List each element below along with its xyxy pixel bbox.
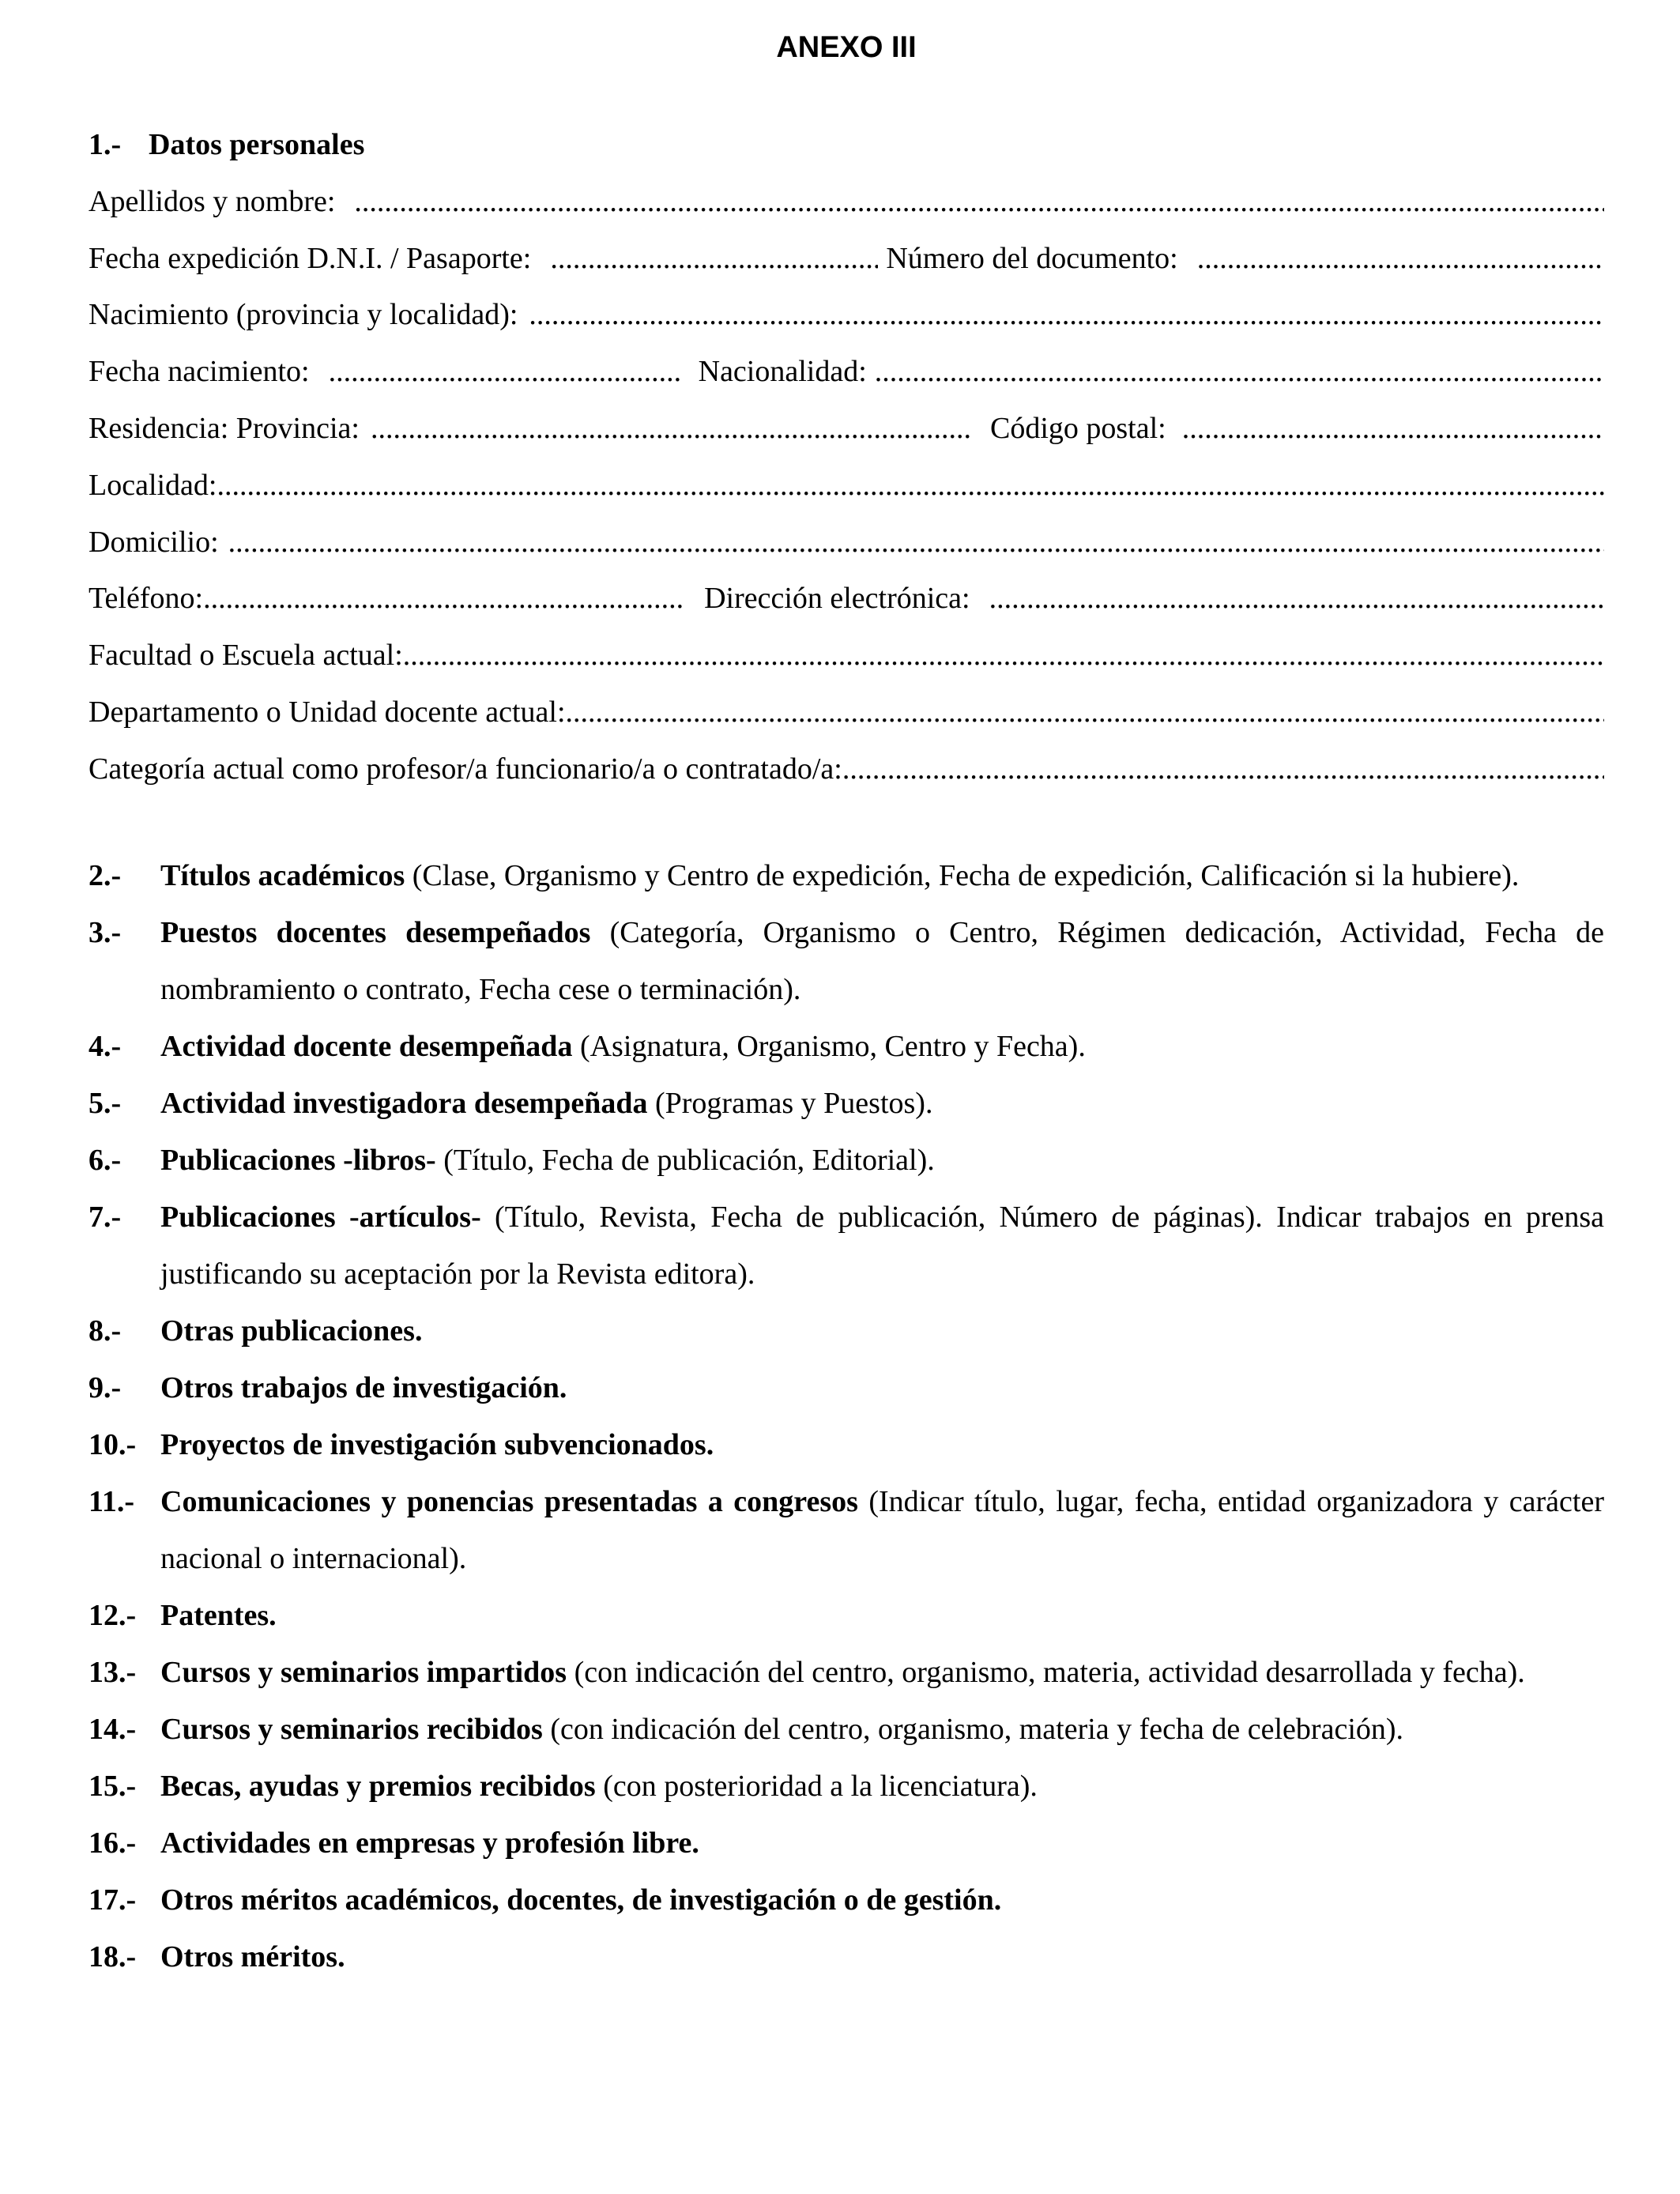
field-apellidos[interactable]	[89, 174, 1604, 231]
item-title: Actividad investigadora desempeñada	[160, 1087, 648, 1120]
item-number: 4.-	[89, 1030, 122, 1063]
list-item	[89, 1416, 1604, 1473]
item-detail: (Asignatura, Organismo, Centro y Fecha).	[572, 1030, 1086, 1063]
fill-line[interactable]	[842, 741, 1604, 798]
item-title: Proyectos de investigación subvencionados.	[160, 1428, 714, 1461]
item-detail: (Título, Revista, Fecha de publicación, Número de páginas). Indicar trabajos en prensa justificando su aceptación por la Revista editora).	[160, 1201, 1604, 1291]
field-residencia[interactable]	[89, 401, 1604, 458]
item-number: 6.-	[89, 1144, 122, 1177]
item-number: 17.-	[89, 1883, 137, 1917]
field-label: Categoría actual como profesor/a funcionario/a o contratado/a:	[89, 752, 842, 786]
item-number: 14.-	[89, 1713, 137, 1746]
field-label: Fecha expedición D.N.I. / Pasaporte:	[89, 241, 532, 275]
field-label: Residencia: Provincia:	[89, 411, 360, 445]
item-detail: (con posterioridad a la licenciatura).	[595, 1770, 1038, 1803]
list-item	[89, 1359, 1604, 1416]
fill-line[interactable]	[875, 344, 1604, 401]
field-label: Facultad o Escuela actual:	[89, 639, 403, 673]
field-label: Número del documento:	[886, 241, 1178, 275]
list-item	[89, 847, 1604, 904]
fill-line[interactable]	[403, 628, 1604, 684]
item-title: Comunicaciones y ponencias presentadas a congresos	[160, 1485, 858, 1518]
section-heading	[89, 117, 1604, 174]
fill-line[interactable]	[228, 515, 1604, 571]
field-localidad[interactable]	[89, 458, 1604, 515]
list-item	[89, 1075, 1604, 1132]
field-categoria[interactable]	[89, 741, 1604, 798]
personal-data-section	[89, 117, 1604, 798]
item-title: Cursos y seminarios recibidos	[160, 1713, 543, 1746]
field-label: Dirección electrónica:	[704, 582, 970, 616]
fill-line[interactable]	[1182, 401, 1604, 458]
list-item	[89, 1701, 1604, 1758]
list-item	[89, 1473, 1604, 1587]
item-title: Otros méritos.	[160, 1940, 345, 1973]
field-fecha-nacimiento[interactable]	[89, 344, 1604, 401]
list-item	[89, 1189, 1604, 1302]
field-facultad[interactable]	[89, 628, 1604, 684]
item-title: Otros méritos académicos, docentes, de investigación o de gestión.	[160, 1883, 1002, 1917]
fill-line[interactable]	[371, 401, 971, 458]
field-label: Domicilio:	[89, 525, 219, 559]
item-number: 5.-	[89, 1087, 122, 1120]
item-title: Otras publicaciones.	[160, 1314, 423, 1348]
field-label: Fecha nacimiento:	[89, 355, 310, 389]
item-number: 3.-	[89, 916, 122, 949]
item-number: 16.-	[89, 1826, 137, 1860]
item-number: 7.-	[89, 1201, 122, 1234]
fill-line[interactable]	[354, 174, 1604, 231]
fill-line[interactable]	[203, 571, 685, 628]
item-title: Títulos académicos	[160, 859, 405, 892]
field-departamento[interactable]	[89, 684, 1604, 741]
item-detail: (Programas y Puestos).	[647, 1087, 933, 1120]
item-title: Cursos y seminarios impartidos	[160, 1656, 567, 1689]
document-title: ANEXO III	[776, 31, 917, 64]
field-label: Nacimiento (provincia y localidad):	[89, 298, 518, 332]
list-item	[89, 1644, 1604, 1701]
item-number: 15.-	[89, 1770, 137, 1803]
list-item	[89, 904, 1604, 1018]
item-number: 9.-	[89, 1371, 122, 1404]
item-title: Publicaciones -libros-	[160, 1144, 436, 1177]
item-detail: (con indicación del centro, organismo, materia, actividad desarrollada y fecha).	[567, 1656, 1525, 1689]
item-number: 13.-	[89, 1656, 137, 1689]
item-title: Actividades en empresas y profesión libre.	[160, 1826, 699, 1860]
field-telefono[interactable]	[89, 571, 1604, 628]
field-label: Departamento o Unidad docente actual:	[89, 695, 566, 729]
field-label: Nacionalidad:	[698, 355, 867, 389]
field-label: Apellidos y nombre:	[89, 184, 336, 218]
field-domicilio[interactable]	[89, 515, 1604, 571]
item-title: Becas, ayudas y premios recibidos	[160, 1770, 596, 1803]
item-title: Publicaciones -artículos-	[160, 1201, 481, 1234]
merits-list	[89, 847, 1604, 1985]
item-detail: (Clase, Organismo y Centro de expedición, Fecha de expedición, Calificación si la hubiere).	[405, 859, 1520, 892]
list-item	[89, 1302, 1604, 1359]
section-title: Datos personales	[149, 128, 365, 161]
item-detail: (Título, Fecha de publicación, Editorial).	[435, 1144, 935, 1177]
list-item	[89, 1758, 1604, 1815]
list-item	[89, 1815, 1604, 1872]
item-title: Puestos docentes desempeñados	[160, 916, 591, 949]
item-title: Otros trabajos de investigación.	[160, 1371, 567, 1404]
item-number: 10.-	[89, 1428, 137, 1461]
item-number: 12.-	[89, 1599, 137, 1632]
item-title: Patentes.	[160, 1599, 277, 1632]
field-nacimiento[interactable]	[89, 287, 1604, 344]
fill-line[interactable]	[529, 287, 1604, 344]
item-number: 11.-	[89, 1485, 135, 1518]
field-label: Código postal:	[989, 411, 1166, 445]
fill-line[interactable]	[989, 571, 1604, 628]
item-title: Actividad docente desempeñada	[160, 1030, 573, 1063]
fill-line[interactable]	[550, 231, 878, 288]
item-detail: (Categoría, Organismo o Centro, Régimen dedicación, Actividad, Fecha de nombramiento o contrato, Fecha cese o terminación).	[160, 916, 1604, 1006]
field-label: Teléfono:	[89, 582, 204, 616]
item-number: 2.-	[89, 859, 122, 892]
list-item	[89, 1587, 1604, 1644]
fill-line[interactable]	[566, 684, 1604, 741]
field-label: Localidad:	[89, 468, 217, 502]
item-number: 8.-	[89, 1314, 122, 1348]
item-detail: (con indicación del centro, organismo, materia y fecha de celebración).	[542, 1713, 1404, 1746]
list-item	[89, 1872, 1604, 1928]
list-item	[89, 1018, 1604, 1075]
list-item	[89, 1928, 1604, 1985]
item-detail: (Indicar título, lugar, fecha, entidad organizadora y carácter nacional o internacional).	[160, 1485, 1604, 1575]
item-number: 18.-	[89, 1940, 137, 1973]
fill-line[interactable]	[217, 458, 1604, 515]
list-item	[89, 1132, 1604, 1189]
section-number: 1.-	[89, 128, 122, 161]
field-fecha-expedicion[interactable]	[89, 231, 1604, 288]
fill-line[interactable]	[1197, 231, 1604, 288]
fill-line[interactable]	[329, 344, 683, 401]
